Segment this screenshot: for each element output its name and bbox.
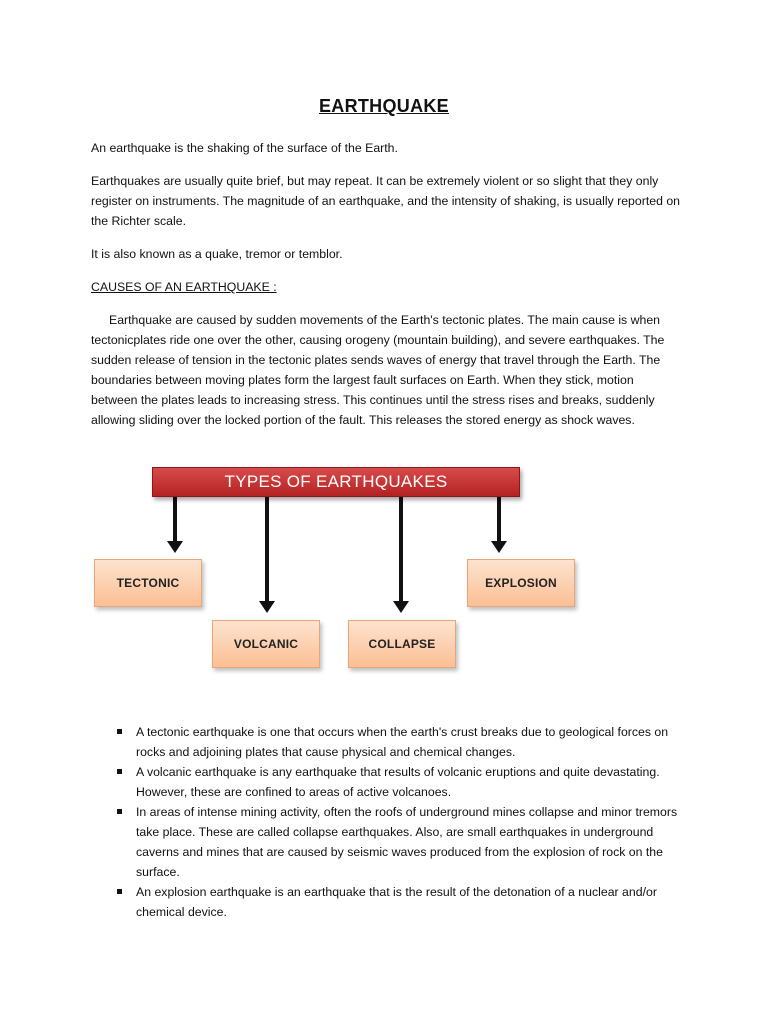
list-item-volcanic bbox=[117, 762, 687, 802]
type-box-volcanic: VOLCANIC bbox=[212, 620, 320, 668]
bullet-square-icon bbox=[117, 729, 122, 734]
arrow-to-tectonic bbox=[167, 495, 183, 553]
description-paragraph: Earthquakes are usually quite brief, but may repeat. It can be extremely violent or so slight that they only register on instruments. The magnitude of an earthquake, and the intensity of shaking, is usually reported on the Richter scale. bbox=[91, 174, 681, 228]
list-item-collapse bbox=[117, 802, 687, 882]
list-item-text: In areas of intense mining activity, often the roofs of underground mines collapse and minor tremors take place. These are called collapse earthquakes. Also, are small earthquakes in underground caverns and mines that are caused by seismic waves produced from the explosion of rock on the surface. bbox=[136, 805, 678, 879]
bullet-square-icon bbox=[117, 769, 122, 774]
intro-paragraph: An earthquake is the shaking of the surface of the Earth. bbox=[91, 141, 398, 155]
bullet-square-icon bbox=[117, 889, 122, 894]
arrow-to-collapse bbox=[393, 495, 409, 613]
earthquake-types-list bbox=[117, 722, 687, 922]
list-item-text: A tectonic earthquake is one that occurs when the earth's crust breaks due to geological forces on rocks and adjoining plates that cause physical and chemical changes. bbox=[136, 725, 669, 759]
page-title: EARTHQUAKE bbox=[318, 96, 449, 116]
causes-heading: CAUSES OF AN EARTHQUAKE : bbox=[91, 280, 277, 294]
arrow-to-explosion bbox=[491, 495, 507, 553]
types-diagram-header: TYPES OF EARTHQUAKES bbox=[152, 467, 520, 497]
list-item-text: An explosion earthquake is an earthquake that is the result of the detonation of a nuclear and/or chemical device. bbox=[136, 885, 657, 919]
type-box-collapse: COLLAPSE bbox=[348, 620, 456, 668]
list-item-text: A volcanic earthquake is any earthquake that results of volcanic eruptions and quite devastating. However, these are confined to areas of active volcanoes. bbox=[136, 765, 660, 799]
list-item-tectonic bbox=[117, 722, 687, 762]
aka-paragraph: It is also known as a quake, tremor or temblor. bbox=[91, 247, 343, 261]
list-item-explosion bbox=[117, 882, 687, 922]
bullet-square-icon bbox=[117, 809, 122, 814]
arrow-to-volcanic bbox=[259, 495, 275, 613]
causes-paragraph: Earthquake are caused by sudden movements of the Earth's tectonic plates. The main cause is when tectonicplates ride one over the other, causing orogeny (mountain building), and severe earthquakes. The sudden release of tension in the tectonic plates sends waves of energy that travel through the Earth. The boundaries between moving plates form the largest fault surfaces on Earth. When they stick, motion between the plates leads to increasing stress. This continues until the stress rises and breaks, suddenly allowing sliding over the locked portion of the fault. This releases the stored energy as shock waves. bbox=[91, 313, 665, 427]
type-box-explosion: EXPLOSION bbox=[467, 559, 575, 607]
type-box-tectonic: TECTONIC bbox=[94, 559, 202, 607]
